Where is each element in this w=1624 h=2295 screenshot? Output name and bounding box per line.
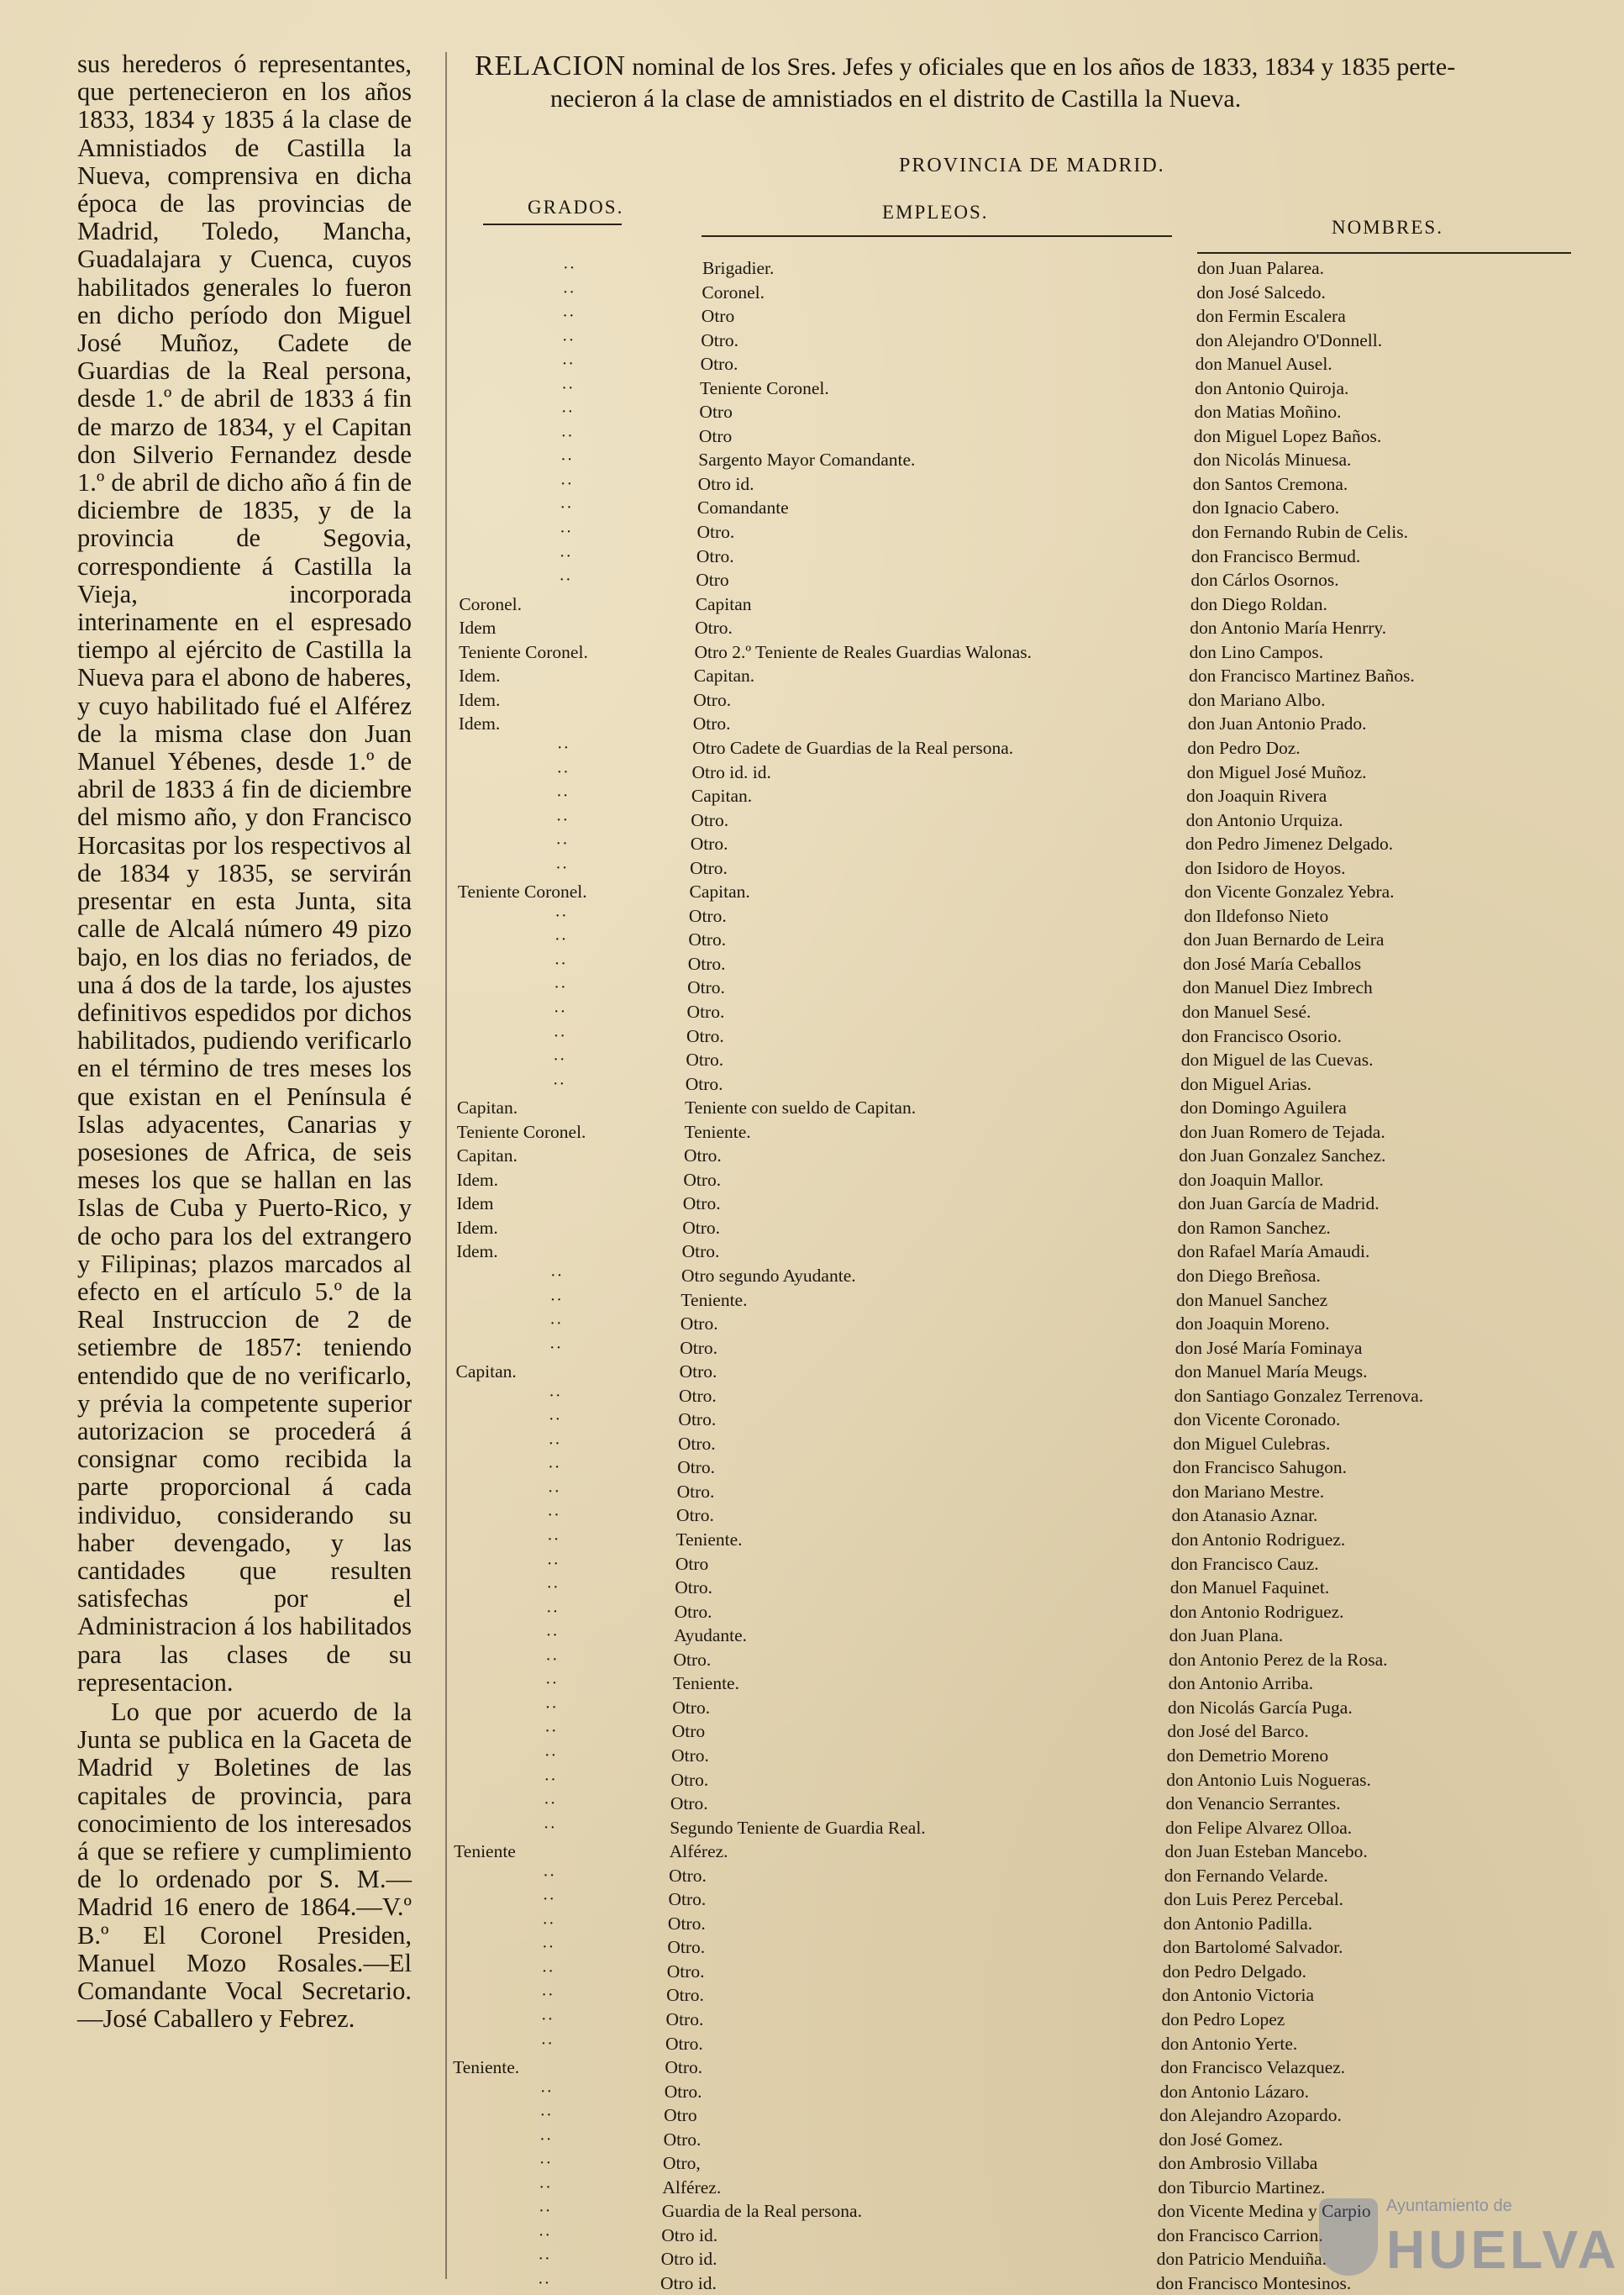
row-nombre: don Pedro Delgado. <box>1162 1961 1306 1982</box>
row-nombre: don Ildefonso Nieto <box>1184 905 1329 926</box>
row-empleo: Otro. <box>686 1025 724 1046</box>
row-nombre: don Manuel Faquinet. <box>1169 1577 1330 1598</box>
row-nombre: don Francisco Osorio. <box>1181 1025 1342 1046</box>
row-empleo: Otro id. <box>661 2224 718 2245</box>
row-nombre: don Isidoro de Hoyos. <box>1185 857 1346 878</box>
row-empleo: Otro. <box>690 834 728 855</box>
row-empleo: Otro. <box>683 1145 722 1166</box>
row-ditto-marks: ·· <box>547 1482 561 1501</box>
row-empleo: Otro. <box>678 1409 717 1430</box>
row-nombre: don Miguel José Muñoz. <box>1186 761 1367 782</box>
row-ditto-marks: ·· <box>542 1938 555 1957</box>
row-empleo: Otro. <box>670 1769 709 1790</box>
row-empleo: Otro. <box>695 618 733 639</box>
row-ditto-marks: ·· <box>545 1626 559 1645</box>
row-nombre: don Antonio Arriba. <box>1168 1673 1314 1694</box>
row-empleo: Otro. <box>664 2081 702 2102</box>
row-empleo: Otro. <box>688 905 727 926</box>
row-empleo: Otro Cadete de Guardias de la Real persona. <box>692 737 1014 758</box>
row-empleo: Otro. <box>696 522 735 543</box>
row-empleo: Guardia de la Real persona. <box>661 2201 862 2222</box>
row-empleo: Otro. <box>666 1985 704 2006</box>
row-empleo: Otro <box>664 2105 697 2126</box>
row-empleo: Otro. <box>701 329 738 350</box>
row-nombre: don Antonio Yerte. <box>1160 2033 1298 2054</box>
row-empleo: Segundo Teniente de Guardia Real. <box>670 1817 926 1838</box>
row-grado: Idem. <box>456 1217 498 1238</box>
row-nombre: don Antonio Perez de la Rosa. <box>1169 1649 1388 1670</box>
row-nombre: don Francisco Montesinos. <box>1156 2273 1352 2293</box>
row-nombre: don Pedro Lopez <box>1161 2008 1285 2029</box>
row-empleo: Otro id. id. <box>691 761 771 782</box>
row-ditto-marks: ·· <box>555 834 569 854</box>
row-empleo: Otro segundo Ayudante. <box>681 1266 856 1286</box>
row-empleo: Teniente con sueldo de Capitan. <box>685 1097 917 1119</box>
row-empleo: Otro. <box>667 1913 706 1934</box>
row-nombre: don Demetrio Moreno <box>1166 1745 1329 1766</box>
row-empleo: Otro. <box>673 1649 712 1670</box>
notice-paragraph-2: Lo que por acuerdo de la Junta se publica en la Gaceta de Madrid y Boletines de las capitales de provincia, para conocimiento de los interesados á que se refiere y cumplimiento de lo ordenado por S. M.—Madrid 16 enero de 1864.—V.º B.º El Coronel Presiden, Manuel Mozo Rosales.—El Comandante Vocal Secretario.—José Caballero y Febrez. <box>77 1697 412 2034</box>
row-ditto-marks: ·· <box>560 523 573 542</box>
row-ditto-marks: ·· <box>544 1674 559 1693</box>
row-nombre: don Francisco Carrion. <box>1157 2224 1323 2245</box>
archive-watermark <box>1319 2193 1620 2286</box>
row-nombre: don Joaquin Moreno. <box>1175 1313 1330 1334</box>
row-empleo: Otro. <box>680 1313 718 1334</box>
row-empleo: Otro. <box>685 1073 723 1094</box>
row-nombre: don Manuel Ausel. <box>1195 354 1332 375</box>
row-ditto-marks: ·· <box>543 1818 557 1837</box>
row-nombre: don José Salcedo. <box>1196 282 1326 303</box>
row-nombre: don Nicolás Minuesa. <box>1193 450 1352 471</box>
row-empleo: Otro, <box>662 2153 701 2174</box>
row-nombre: don Cárlos Osornos. <box>1190 570 1339 591</box>
row-empleo: Otro. <box>679 1385 717 1406</box>
row-ditto-marks: ·· <box>553 1002 567 1021</box>
row-ditto-marks: ·· <box>549 1314 563 1334</box>
row-nombre: don Antonio Victoria <box>1162 1985 1315 2006</box>
row-empleo: Otro <box>698 425 733 446</box>
row-nombre: don Diego Breñosa. <box>1176 1266 1321 1286</box>
row-ditto-marks: ·· <box>542 1890 556 1909</box>
row-nombre: don Fernando Rubin de Celis. <box>1191 522 1408 543</box>
row-empleo: Otro. <box>680 1337 717 1358</box>
row-empleo: Otro. <box>666 1961 705 1982</box>
row-ditto-marks: ·· <box>560 426 574 445</box>
row-ditto-marks: ·· <box>540 2034 554 2053</box>
row-nombre: don Francisco Cauz. <box>1170 1553 1319 1574</box>
row-ditto-marks: ·· <box>554 930 568 950</box>
row-grado: Teniente Coronel. <box>456 1121 586 1142</box>
row-nombre: don Manuel María Meugs. <box>1175 1361 1368 1382</box>
row-nombre: don Joaquin Mallor. <box>1178 1169 1324 1190</box>
title-lead: RELACION <box>475 50 626 82</box>
row-empleo: Teniente Coronel. <box>700 377 829 398</box>
row-empleo: Otro. <box>681 1241 720 1262</box>
row-nombre: don Ignacio Cabero. <box>1192 497 1340 518</box>
row-nombre: don Diego Roldan. <box>1190 593 1327 614</box>
row-empleo: Otro. <box>687 953 726 974</box>
row-empleo: Otro. <box>674 1601 712 1622</box>
row-empleo: Brigadier. <box>702 258 775 278</box>
row-ditto-marks: ·· <box>548 1434 561 1453</box>
row-ditto-marks: ·· <box>538 2274 551 2292</box>
row-nombre: don Vicente Gonzalez Yebra. <box>1184 882 1395 903</box>
row-ditto-marks: ·· <box>544 1722 558 1741</box>
row-nombre: don Ramon Sanchez. <box>1177 1217 1331 1238</box>
row-nombre: don Joaquin Rivera <box>1186 786 1327 807</box>
row-ditto-marks: ·· <box>543 1866 556 1885</box>
row-ditto-marks: ·· <box>562 307 575 326</box>
row-grado: Teniente Coronel. <box>457 882 587 903</box>
row-empleo: Otro 2.º Teniente de Reales Guardias Walonas. <box>694 641 1032 662</box>
row-nombre: don Juan Gonzalez Sanchez. <box>1179 1145 1386 1166</box>
row-empleo: Alférez. <box>662 2177 722 2198</box>
row-empleo: Otro. <box>679 1361 717 1382</box>
row-empleo: Otro id. <box>697 473 754 494</box>
row-empleo: Teniente. <box>675 1529 743 1550</box>
row-ditto-marks: ·· <box>544 1770 557 1789</box>
row-nombre: don Fernando Velarde. <box>1164 1865 1328 1886</box>
header-grados: GRADOS. <box>528 197 624 218</box>
row-nombre: don Miguel Lopez Baños. <box>1193 425 1382 446</box>
row-ditto-marks: ·· <box>539 2106 553 2125</box>
row-nombre: don Luis Perez Percebal. <box>1164 1889 1344 1910</box>
row-empleo: Otro. <box>668 1889 707 1910</box>
row-nombre: don Alejandro Azopardo. <box>1159 2105 1342 2126</box>
row-grado: Idem. <box>458 713 501 734</box>
row-nombre: don Vicente Coronado. <box>1174 1409 1341 1430</box>
row-empleo: Otro. <box>687 977 725 998</box>
row-nombre: don Atanasio Aznar. <box>1171 1505 1318 1526</box>
row-ditto-marks: ·· <box>539 2082 554 2101</box>
row-grado: Coronel. <box>459 593 522 614</box>
row-ditto-marks: ·· <box>539 2202 552 2221</box>
row-empleo: Otro. <box>670 1793 708 1814</box>
row-ditto-marks: ·· <box>550 1266 564 1285</box>
row-empleo: Otro. <box>686 1001 725 1022</box>
row-nombre: don Antonio Luis Nogueras. <box>1166 1769 1371 1790</box>
row-ditto-marks: ·· <box>538 2225 552 2245</box>
row-empleo: Otro. <box>667 1937 706 1958</box>
row-ditto-marks: ·· <box>541 1986 554 2005</box>
row-ditto-marks: ·· <box>561 355 575 374</box>
row-empleo: Otro. <box>669 1865 707 1886</box>
row-ditto-marks: ·· <box>562 282 575 302</box>
row-ditto-marks: ·· <box>554 954 567 973</box>
row-nombre: don Alejandro O'Donnell. <box>1196 329 1383 350</box>
row-nombre: don Manuel Sesé. <box>1181 1001 1311 1022</box>
row-nombre: don Matias Moñino. <box>1194 402 1342 423</box>
row-nombre: don Juan Romero de Tejada. <box>1180 1121 1385 1142</box>
row-nombre: don Pedro Doz. <box>1187 737 1301 758</box>
row-ditto-marks: ·· <box>561 330 575 350</box>
row-nombre: don Manuel Sanchez <box>1175 1289 1328 1310</box>
row-ditto-marks: ·· <box>544 1794 557 1813</box>
row-ditto-marks: ·· <box>560 450 574 470</box>
row-ditto-marks: ·· <box>549 1338 563 1357</box>
row-empleo: Otro. <box>676 1505 714 1526</box>
row-nombre: don Antonio Urquiza. <box>1185 809 1343 830</box>
row-empleo: Otro. <box>682 1217 720 1238</box>
row-empleo: Otro <box>696 570 729 591</box>
row-nombre: don Juan García de Madrid. <box>1178 1193 1380 1214</box>
row-ditto-marks: ·· <box>539 2177 552 2197</box>
row-empleo: Otro. <box>665 2057 703 2078</box>
row-ditto-marks: ·· <box>547 1530 560 1550</box>
row-empleo: Otro <box>671 1721 706 1742</box>
row-grado: Capitan. <box>455 1361 517 1382</box>
row-nombre: don Juan Esteban Mancebo. <box>1164 1841 1368 1862</box>
row-ditto-marks: ·· <box>546 1602 560 1621</box>
row-ditto-marks: ·· <box>542 1913 555 1933</box>
coat-of-arms-icon <box>1319 2198 1378 2276</box>
row-nombre: don Francisco Sahugon. <box>1172 1457 1348 1478</box>
row-grado: Idem. <box>458 666 501 687</box>
row-empleo: Capitan <box>695 593 752 614</box>
row-nombre: don Lino Campos. <box>1189 641 1324 662</box>
row-nombre: don Santiago Gonzalez Terrenova. <box>1174 1385 1424 1406</box>
row-ditto-marks: ·· <box>538 2250 551 2269</box>
row-nombre: don José María Ceballos <box>1183 953 1362 974</box>
row-empleo: Otro <box>701 306 735 327</box>
row-nombre: don Bartolomé Salvador. <box>1163 1937 1343 1958</box>
row-nombre: don Juan Plana. <box>1169 1625 1284 1646</box>
row-empleo: Comandante <box>697 497 789 518</box>
row-nombre: don Venancio Serrantes. <box>1165 1793 1341 1814</box>
row-ditto-marks: ·· <box>554 978 567 997</box>
row-ditto-marks: ·· <box>560 498 573 518</box>
row-nombre: don Antonio María Henrry. <box>1190 618 1387 639</box>
watermark-line-1: Ayuntamiento de <box>1386 2197 1512 2215</box>
watermark-line-2: HUELVA <box>1386 2219 1620 2280</box>
row-nombre: don Felipe Alvarez Olloa. <box>1165 1817 1353 1838</box>
row-nombre: don Francisco Martinez Baños. <box>1189 666 1415 687</box>
row-empleo: Otro. <box>696 545 734 566</box>
row-empleo: Otro. <box>690 857 728 878</box>
row-ditto-marks: ·· <box>552 1074 566 1093</box>
row-ditto-marks: ·· <box>560 403 575 422</box>
row-ditto-marks: ·· <box>560 474 574 493</box>
row-empleo: Coronel. <box>702 282 765 303</box>
row-nombre: don Miguel de las Cuevas. <box>1180 1050 1374 1071</box>
row-grado: Idem. <box>456 1241 498 1262</box>
row-nombre: don José Gomez. <box>1159 2129 1283 2150</box>
row-ditto-marks: ·· <box>556 787 570 806</box>
title-line-2: necieron á la clase de amnistiados en el distrito de Castilla la Nueva. <box>550 85 1242 113</box>
row-nombre: don Antonio Quiroja. <box>1195 377 1349 398</box>
row-ditto-marks: ·· <box>561 378 575 397</box>
row-ditto-marks: ·· <box>540 2009 554 2029</box>
row-empleo: Ayudante. <box>674 1625 748 1646</box>
row-nombre: don Miguel Arias. <box>1180 1073 1312 1094</box>
row-nombre: don Santos Cremona. <box>1192 473 1348 494</box>
row-nombre: don Pedro Jimenez Delgado. <box>1185 834 1394 855</box>
row-empleo: Alférez. <box>669 1841 728 1862</box>
row-empleo: Otro. <box>675 1577 713 1598</box>
row-nombre: don Ambrosio Villaba <box>1158 2153 1318 2174</box>
row-empleo: Otro <box>699 402 733 423</box>
row-ditto-marks: ·· <box>556 738 570 757</box>
row-empleo: Otro. <box>691 809 729 830</box>
title-line-1: nominal de los Sres. Jefes y oficiales que en los años de 1833, 1834 y 1835 perte- <box>625 53 1456 81</box>
province-heading: PROVINCIA DE MADRID. <box>899 155 1165 176</box>
row-grado: Idem <box>459 618 497 639</box>
row-ditto-marks: ·· <box>556 762 570 782</box>
row-empleo: Capitan. <box>691 786 753 807</box>
row-empleo: Otro. <box>700 354 738 375</box>
row-empleo: Sargento Mayor Comandante. <box>698 450 916 471</box>
row-empleo: Otro. <box>688 929 727 950</box>
row-ditto-marks: ·· <box>559 571 572 590</box>
row-empleo: Otro. <box>682 1193 721 1214</box>
row-nombre: don Patricio Menduiña. <box>1156 2249 1327 2270</box>
row-empleo: Otro id. <box>660 2273 717 2293</box>
row-nombre: don Manuel Diez Imbrech <box>1182 977 1373 998</box>
row-nombre: don Rafael María Amaudi. <box>1177 1241 1370 1262</box>
row-ditto-marks: ·· <box>555 858 569 877</box>
row-nombre: don Antonio Padilla. <box>1163 1913 1313 1934</box>
row-nombre: don Juan Palarea. <box>1197 258 1325 278</box>
row-nombre: don Antonio Rodriguez. <box>1169 1601 1344 1622</box>
row-empleo: Otro. <box>676 1481 715 1502</box>
row-empleo: Otro id. <box>660 2249 717 2270</box>
row-ditto-marks: ·· <box>539 2154 553 2173</box>
row-nombre: don Francisco Velazquez. <box>1160 2057 1346 2078</box>
row-empleo: Otro. <box>692 713 731 734</box>
row-grado: Capitan. <box>456 1097 518 1119</box>
row-grado: Teniente. <box>453 2057 520 2078</box>
row-ditto-marks: ·· <box>549 1386 562 1405</box>
row-empleo: Otro <box>675 1553 709 1574</box>
row-grado: Teniente Coronel. <box>459 641 588 662</box>
row-nombre: don Nicolás García Puga. <box>1168 1697 1353 1718</box>
row-nombre: don Fermin Escalera <box>1196 306 1346 327</box>
row-grado: Idem <box>456 1193 494 1214</box>
row-empleo: Otro. <box>677 1433 716 1454</box>
row-empleo: Teniente. <box>672 1673 739 1694</box>
row-ditto-marks: ·· <box>548 1458 561 1477</box>
row-empleo: Otro. <box>665 2033 703 2054</box>
row-ditto-marks: ·· <box>553 1050 566 1070</box>
row-ditto-marks: ·· <box>563 259 576 277</box>
row-nombre: don Mariano Albo. <box>1188 689 1326 710</box>
row-nombre: don Vicente Medina y Carpio <box>1157 2201 1371 2222</box>
row-empleo: Otro. <box>677 1457 716 1478</box>
row-empleo: Teniente. <box>684 1121 751 1142</box>
row-nombre: don José María Fominaya <box>1175 1337 1363 1358</box>
row-ditto-marks: ·· <box>541 1961 554 1981</box>
row-ditto-marks: ·· <box>554 906 568 925</box>
row-empleo: Otro. <box>663 2129 702 2150</box>
row-nombre: don Tiburcio Martinez. <box>1158 2177 1326 2198</box>
header-nombres: NOMBRES. <box>1332 217 1443 238</box>
row-ditto-marks: ·· <box>544 1745 558 1765</box>
row-grado: Capitan. <box>456 1145 518 1166</box>
row-empleo: Otro. <box>672 1697 711 1718</box>
row-empleo: Otro. <box>683 1169 722 1190</box>
row-empleo: Otro. <box>665 2008 704 2029</box>
row-nombre: don Juan Bernardo de Leira <box>1183 929 1385 950</box>
row-nombre: don Mariano Mestre. <box>1172 1481 1325 1502</box>
row-empleo: Capitan. <box>689 882 750 903</box>
row-ditto-marks: ·· <box>539 2129 553 2149</box>
row-nombre: don Domingo Aguilera <box>1180 1097 1347 1119</box>
row-empleo: Otro. <box>686 1050 724 1071</box>
row-empleo: Otro. <box>671 1745 709 1766</box>
row-grado: Idem. <box>458 689 501 710</box>
header-empleos: EMPLEOS. <box>882 202 989 223</box>
row-nombre: don Antonio Rodriguez. <box>1171 1529 1346 1550</box>
row-empleo: Capitan. <box>693 666 755 687</box>
row-nombre: don José del Barco. <box>1167 1721 1309 1742</box>
row-ditto-marks: ·· <box>547 1506 560 1525</box>
row-ditto-marks: ·· <box>544 1698 558 1717</box>
row-ditto-marks: ·· <box>545 1650 559 1669</box>
row-ditto-marks: ·· <box>555 810 570 829</box>
row-nombre: don Francisco Bermud. <box>1191 545 1361 566</box>
row-nombre: don Miguel Culebras. <box>1173 1433 1331 1454</box>
notice-paragraph-1: sus herederos ó representantes, que pertenecieron en los años 1833, 1834 y 1835 á la clase de Amnistiados de Castilla la Nueva, comprensiva en dicha época de las provincias de Madrid, Toledo, Mancha, Guadalajara y Cuenca, cuyos habilitados generales lo fueron en dicho período don Miguel José Muñoz, Cadete de Guardias de la Real persona, desde 1.º de abril de 1833 á fin de marzo de 1834, y el Capitan don Silverio Fernandez desde 1.º de abril de dicho año á fin de diciembre de 1835, y de la provincia de Segovia, correspondiente á Castilla la Vieja, incorporada interinamente en el espresado tiempo al ejército de Castilla la Nueva para el abono de haberes, y cuyo habilitado fué el Alférez de la misma clase don Juan Manuel Yébenes, desde 1.º de abril de 1833 á fin de diciembre del mismo año, y don Francisco Horcasitas por los respectivos al de 1834 y 1835, se servirán presentar en esta Junta, sita calle de Alcalá número 49 pizo bajo, en los dias no feriados, de una á dos de la tarde, los ajustes definitivos espedidos por dichos habilitados, pudiendo verificarlo en el término de tres meses los que existan en el Península é Islas adyacentes, Canarias y posesiones de Africa, de seis meses los que se hallan en las Islas de Cuba y Puerto-Rico, y de ocho para los del extrangero y Filipinas; plazos marcados al efecto en el artículo 5.º de la Real Instruccion de 2 de setiembre de 1857: teniendo entendido que de no verificarlo, y prévia la competente superior autorizacion se procederá á consignar como recibida la parte proporcional á cada individuo, considerando su haber devengado, y las cantidades que resulten satisfechas por el Administracion á los habilitados para las clases de su representacion. <box>77 50 412 1697</box>
row-ditto-marks: ·· <box>546 1554 560 1573</box>
row-ditto-marks: ·· <box>553 1026 566 1045</box>
row-grado: Teniente <box>454 1841 516 1862</box>
row-grado: Idem. <box>456 1169 499 1190</box>
row-empleo: Otro. <box>693 689 732 710</box>
row-nombre: don Juan Antonio Prado. <box>1187 713 1367 734</box>
row-empleo: Teniente. <box>681 1289 748 1310</box>
row-ditto-marks: ·· <box>549 1290 563 1309</box>
row-ditto-marks: ·· <box>559 546 573 566</box>
row-nombre: don Antonio Lázaro. <box>1159 2081 1309 2102</box>
row-ditto-marks: ·· <box>546 1578 560 1598</box>
row-ditto-marks: ·· <box>548 1410 562 1429</box>
